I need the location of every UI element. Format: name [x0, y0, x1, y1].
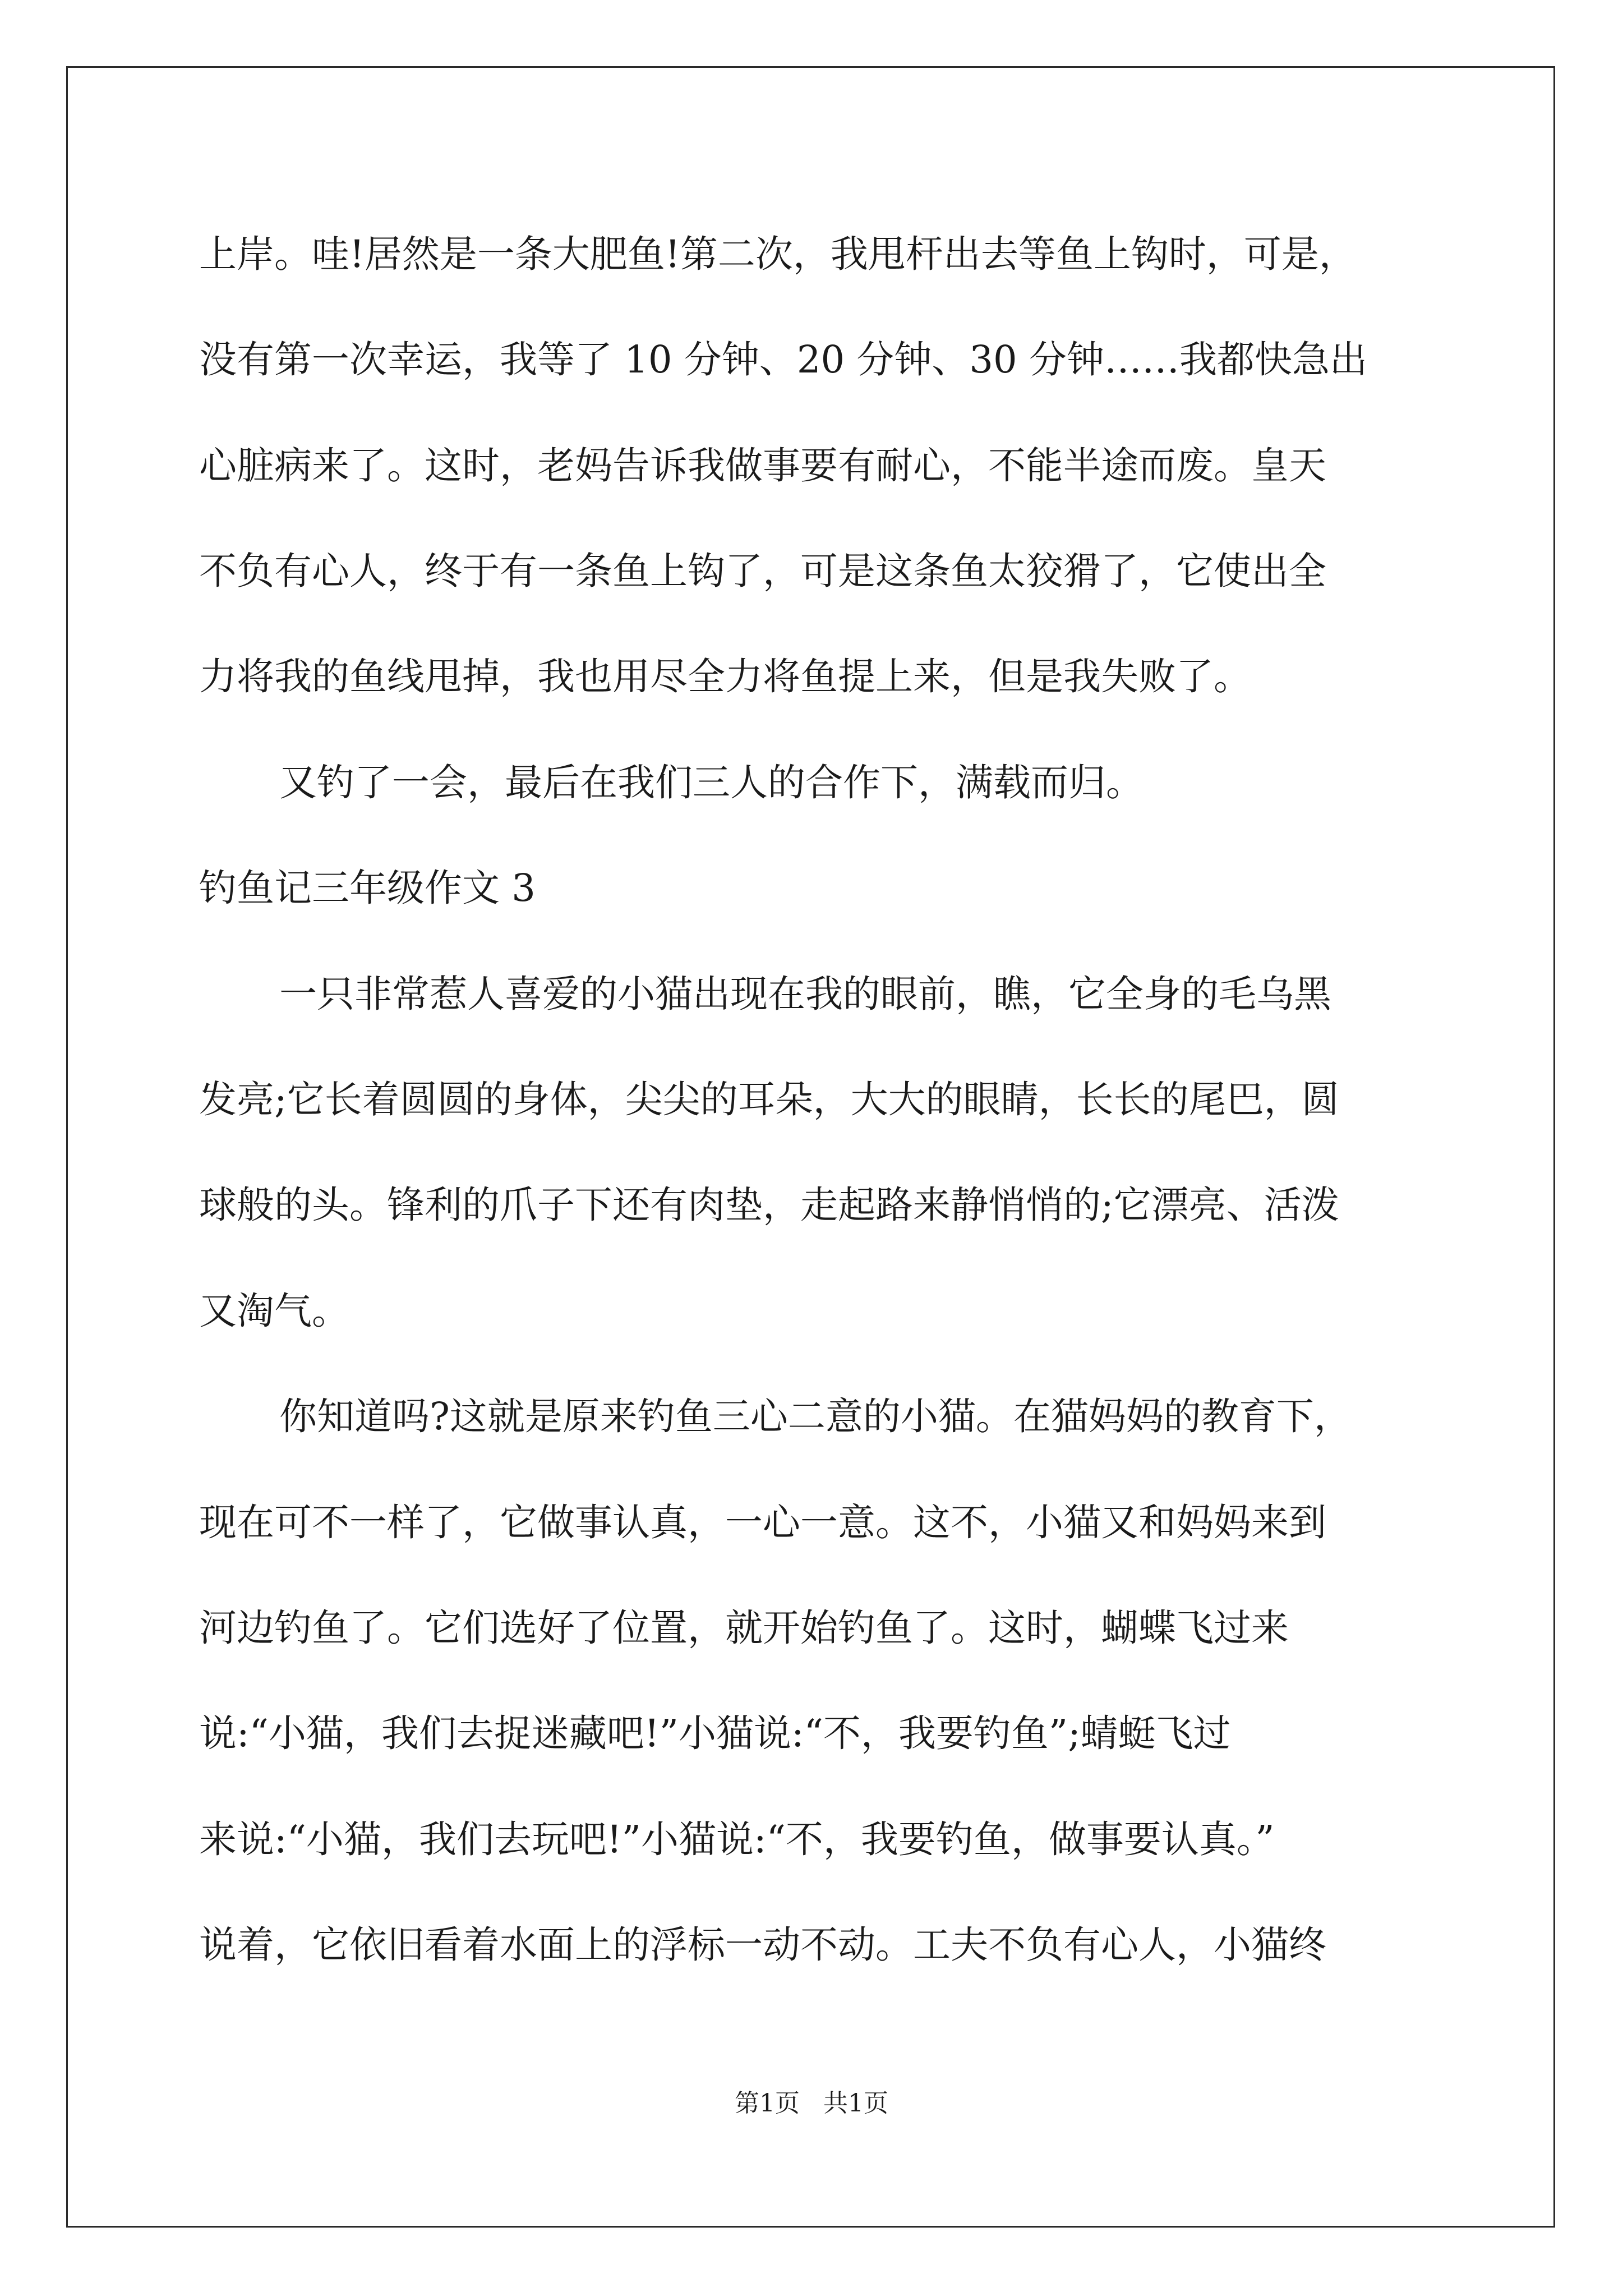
paragraph-line-12: 你知道吗?这就是原来钓鱼三心二意的小猫。在猫妈妈的教育下， [279, 1395, 1352, 1438]
text-line-1: 上岸。哇!居然是一条大肥鱼!第二次，我甩杆出去等鱼上钩时，可是， [199, 232, 1357, 276]
paragraph-line-8: 一只非常惹人喜爱的小猫出现在我的眼前，瞧，它全身的毛乌黑 [279, 972, 1331, 1016]
section-heading: 钓鱼记三年级作文 3 [199, 866, 536, 910]
paragraph-line-6: 又钓了一会，最后在我们三人的合作下，满载而归。 [279, 761, 1144, 804]
text-line-9: 发亮;它长着圆圆的身体，尖尖的耳朵，大大的眼睛，长长的尾巴，圆 [199, 1078, 1339, 1121]
page-border [66, 66, 1555, 2228]
text-line-14: 河边钓鱼了。它们选好了位置，就开始钓鱼了。这时，蝴蝶飞过来 [199, 1606, 1289, 1650]
text-line-11: 又淘气。 [199, 1289, 349, 1333]
text-line-10: 球般的头。锋利的爪子下还有肉垫，走起路来静悄悄的;它漂亮、活泼 [199, 1183, 1339, 1227]
text-line-13: 现在可不一样了，它做事认真，一心一意。这不，小猫又和妈妈来到 [199, 1501, 1326, 1544]
text-line-5: 力将我的鱼线甩掉，我也用尽全力将鱼提上来，但是我失败了。 [199, 655, 1251, 698]
text-line-16: 来说:“小猫，我们去玩吧!”小猫说:“不，我要钓鱼，做事要认真。” [199, 1818, 1275, 1861]
text-line-17: 说着，它依旧看着水面上的浮标一动不动。工夫不负有心人，小猫终 [199, 1923, 1326, 1967]
page-footer: 第1页 共1页 [735, 2089, 888, 2118]
text-line-15: 说:“小猫，我们去捉迷藏吧!”小猫说:“不，我要钓鱼”;蜻蜓飞过 [199, 1711, 1231, 1755]
text-line-3: 心脏病来了。这时，老妈告诉我做事要有耐心，不能半途而废。皇天 [199, 444, 1326, 487]
text-line-2: 没有第一次幸运，我等了 10 分钟、20 分钟、30 分钟……我都快急出 [199, 338, 1367, 381]
text-line-4: 不负有心人，终于有一条鱼上钩了，可是这条鱼太狡猾了，它使出全 [199, 549, 1326, 593]
